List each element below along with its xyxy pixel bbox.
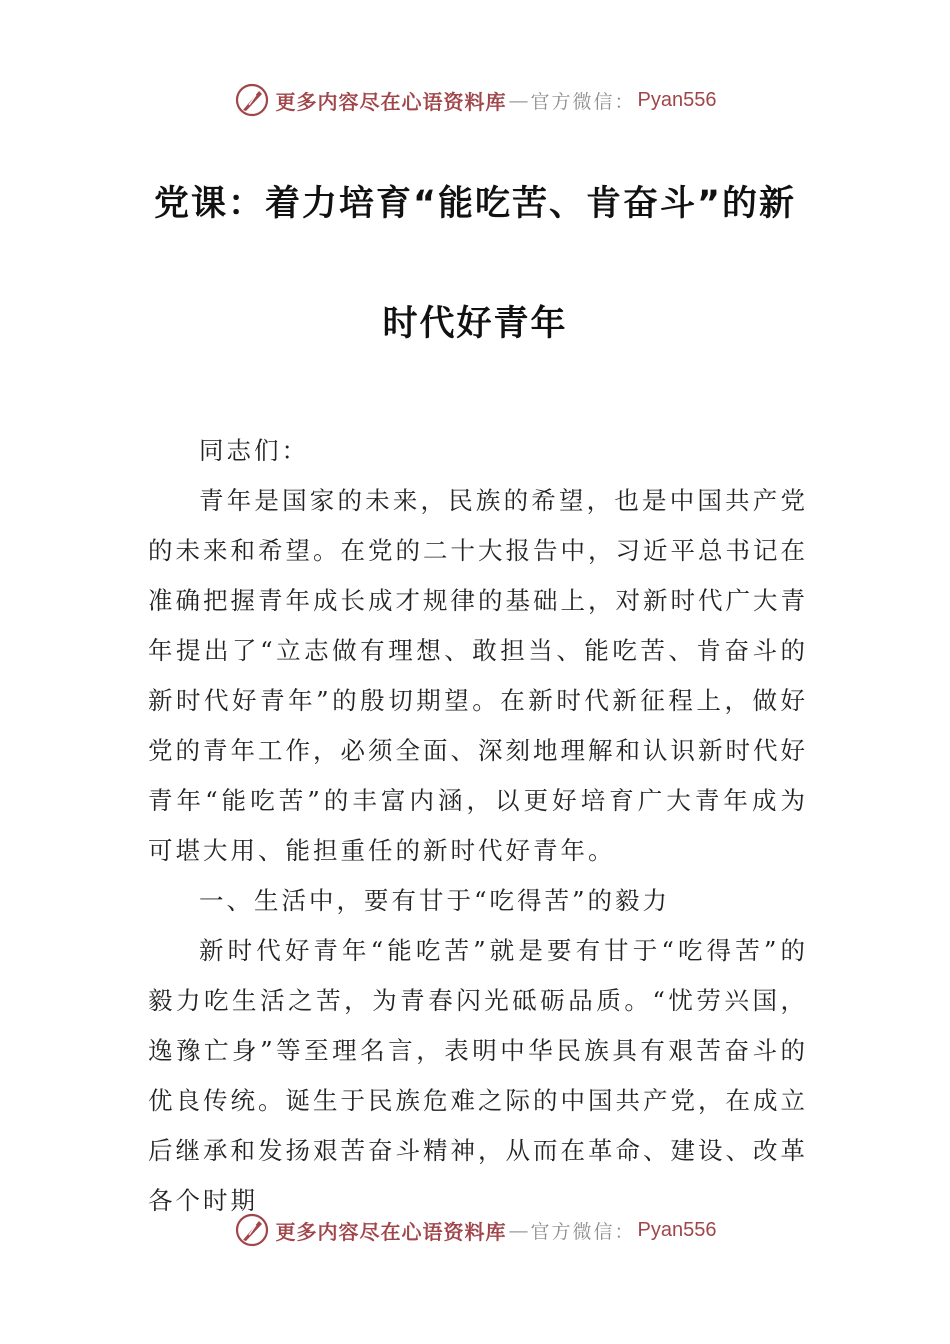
paragraph: 青年是国家的未来，民族的希望，也是中国共产党的未来和希望。在党的二十大报告中，习近平总书记在准确把握青年成长成才规律的基础上，对新时代广大青年提出了“立志做有理想、敢担当、能吃苦、肯奋斗的新时代好青年”的殷切期望。在新时代新征程上，做好党的青年工作，必须全面、深刻地理解和认识新时代好青年“能吃苦”的丰富内涵，以更好培育广大青年成为可堪大用、能担重任的新时代好青年。	[148, 486, 808, 865]
document-title-line-2: 时代好青年	[382, 304, 568, 344]
document-title-line-1: 党课：着力培育“能吃苦、肯奋斗”的新	[153, 184, 796, 224]
quill-logo-icon	[234, 82, 270, 118]
banner-separator: —	[508, 88, 529, 112]
banner-label: 官方微信：	[530, 90, 636, 113]
banner-text: 更多内容尽在心语资料库	[275, 1219, 507, 1244]
quill-logo-icon	[234, 1212, 270, 1248]
section-heading: 一、生活中，要有甘于“吃得苦”的毅力	[199, 886, 671, 915]
banner-wechat-id: Pyan556	[637, 1218, 717, 1241]
paragraph: 新时代好青年“能吃苦”就是要有甘于“吃得苦”的毅力吃生活之苦，为青春闪光砥砺品质。“忧劳兴国，逸豫亡身”等至理名言，表明中华民族具有艰苦奋斗的优良传统。诞生于民族危难之际的中国共产党，在成立后继承和发扬艰苦奋斗精神，从而在革命、建设、改革各个时期	[148, 936, 808, 1215]
banner-wechat-id: Pyan556	[637, 88, 717, 111]
banner-text: 更多内容尽在心语资料库	[275, 89, 507, 114]
document-body	[148, 426, 808, 1226]
footer-watermark-banner	[0, 1210, 950, 1250]
banner-separator: —	[508, 1218, 529, 1242]
banner-label: 官方微信：	[530, 1220, 636, 1243]
header-watermark-banner	[0, 80, 950, 120]
greeting: 同志们：	[199, 436, 309, 465]
